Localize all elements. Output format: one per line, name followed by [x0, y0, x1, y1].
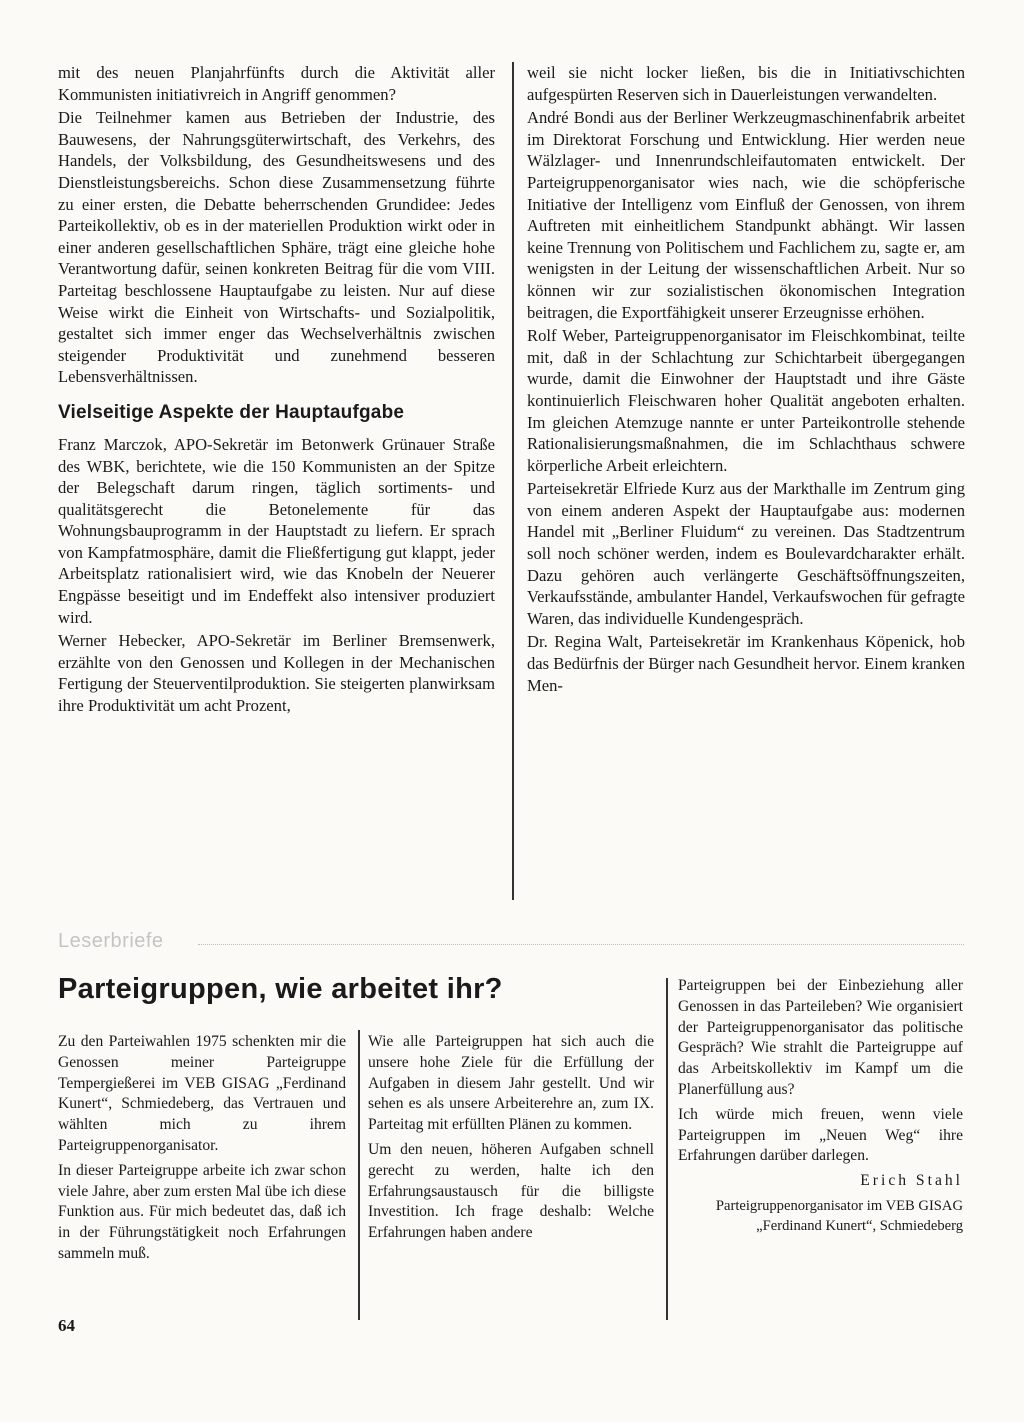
- section-label: Leserbriefe: [58, 930, 164, 952]
- letter-author-name: Erich Stahl: [860, 1172, 963, 1190]
- article-paragraph: mit des neuen Planjahrfünfts durch die Aktivität aller Kommunisten initiativreich in Angriff genommen?: [58, 63, 495, 104]
- letter-paragraph: Parteigruppen bei der Einbeziehung aller Genossen in das Parteileben? Wie organisiert der Parteigruppenorganisator das politische Gespräch? Wie strahlt die Parteigruppe auf das Arbeitskollektiv im Kampf um die Planerfüllung aus?: [678, 977, 963, 1098]
- article-paragraph: Franz Marczok, APO-Sekretär im Betonwerk Grünauer Straße des WBK, berichtete, wie die 150 Kommunisten an der Spitze der Belegschaft darum ringen, täglich sortiments- und qualitätsgerecht die Betonelemente für das Wohnungsbauprogramm in der Hauptstadt zu liefern. Er sprach von Kampfatmosphäre, damit die Fließfertigung gut klappt, jeder Arbeitsplatz rationalisiert wird, wie das Knobeln der Neuerer Engpässe beseitigt und im Endeffekt also intensiver produziert wird.: [58, 434, 495, 627]
- article-paragraph: Rolf Weber, Parteigruppenorganisator im Fleischkombinat, teilte mit, daß in der Schlachtung zur Schichtarbeit übergegangen wurde, damit die Einwohner der Hauptstadt und ihre Gäste kontinuierlich Fleischwaren hoher Qualität angeboten erhalten. Im gleichen Atemzuge nannte er unter Parteikontrolle stehende Rationalisierungsmaßnahmen, die im Schlachthaus schwere körperliche Arbeit erleichtern.: [527, 326, 965, 475]
- page-number: 64: [58, 1316, 75, 1335]
- letter-paragraph: Ich würde mich freuen, wenn viele Parteigruppen im „Neuen Weg“ ihre Erfahrungen darüber darlegen.: [678, 1105, 963, 1165]
- letter-author-role: Parteigruppenorganisator im VEB GISAG „Ferdinand Kunert“, Schmiedeberg: [715, 1197, 963, 1234]
- article-paragraph: Parteisekretär Elfriede Kurz aus der Markthalle im Zentrum ging von einem anderen Aspekt der Hauptaufgabe aus: modernen Handel mit „Berliner Fluidum“ zu vereinen. Das Stadtzentrum soll noch schöner werden, indem es Boulevardcharakter erhält. Dazu gehören auch verlängerte Geschäftsöffnungszeiten, Verkaufsstände, ambulanter Handel, Verkaufswochen für gefragte Waren, das individuelle Kundengespräch.: [527, 479, 965, 628]
- letter-paragraph: Zu den Parteiwahlen 1975 schenkten mir die Genossen meiner Parteigruppe Tempergießerei im VEB GISAG „Ferdinand Kunert“, Schmiedeberg, das Vertrauen und wählten mich zu ihrem Parteigruppenorganisator.: [58, 1033, 346, 1154]
- column-divider: [666, 978, 668, 1320]
- letter-paragraph: Wie alle Parteigruppen hat sich auch die unsere hohe Ziele für die Erfüllung der Aufgaben in diesem Jahr gestellt. Und wir sehen es als unsere Arbeiterehre an, zum IX. Parteitag mit erfüllten Plänen zu kommen.: [368, 1033, 654, 1134]
- article-subheading: Vielseitige Aspekte der Hauptaufgabe: [58, 401, 405, 423]
- article-column-left: [58, 62, 495, 719]
- article-paragraph: Werner Hebecker, APO-Sekretär im Berliner Bremsenwerk, erzählte von den Genossen und Kollegen in der Mechanischen Fertigung der Steuerventilproduktion. Sie steigerten planwirksam ihre Produktivität um acht Prozent,: [58, 631, 495, 716]
- column-divider: [358, 1030, 360, 1320]
- section-divider: [198, 944, 964, 945]
- letter-column-1: [58, 1032, 346, 1269]
- article-column-right: [527, 62, 965, 698]
- article-paragraph: Die Teilnehmer kamen aus Betrieben der Industrie, des Bauwesens, der Nahrungsgüterwirtschaft, des Verkehrs, des Handels, der Volksbildung, des Gesundheitswesens und des Dienstleistungsbereichs. Schon diese Zusammensetzung führte zu einer ersten, die Debatte beherrschenden Grundidee: Jedes Parteikollektiv, ob es in der materiellen Produktion wirkt oder in einer anderen gesellschaftlichen Sphäre, trägt eine gleiche hohe Verantwortung dafür, seinen konkreten Beitrag für die vom VIII. Parteitag beschlossene Hauptaufgabe zu leisten. Nur auf diese Weise wirkt die Einheit von Wirtschafts- und Sozialpolitik, gestaltet sich immer enger das Wechselverhältnis zwischen steigender Produktivität und zunehmend besseren Lebensverhältnissen.: [58, 108, 495, 387]
- article-paragraph: Dr. Regina Walt, Parteisekretär im Krankenhaus Köpenick, hob das Bedürfnis der Bürger nach Gesundheit hervor. Einem kranken Men-: [527, 632, 965, 695]
- article-paragraph: André Bondi aus der Berliner Werkzeugmaschinenfabrik arbeitet im Direktorat Forschung und Entwicklung. Hier werden neue Wälzlager- und Innenrundschleifautomaten entwickelt. Der Parteigruppenorganisator wies nach, wie die schöpferische Initiative der Intelligenz vom Einfluß der Genossen, von ihrem Auftreten mit einheitlichem Standpunkt abhängt. Wir lassen keine Trennung von Politischem und Fachlichem zu, sagte er, am wenigsten in der Leitung der wissenschaftlichen Arbeit. Nur so können wir zur sozialistischen ökonomischen Integration beitragen, die Exportfähigkeit unserer Erzeugnisse erhöhen.: [527, 108, 965, 322]
- letter-title: Parteigruppen, wie arbeitet ihr?: [58, 973, 503, 1005]
- article-paragraph: weil sie nicht locker ließen, bis die in Initiativschichten aufgespürten Reserven sich in Dauerleistungen verwandelten.: [527, 63, 965, 104]
- letter-column-3: [678, 976, 963, 1240]
- column-divider: [512, 62, 514, 900]
- letter-paragraph: Um den neuen, höheren Aufgaben schnell gerecht zu werden, halte ich den Erfahrungsaustausch für die billigste Investition. Ich frage deshalb: Welche Erfahrungen haben andere: [368, 1140, 654, 1242]
- letter-column-2: [368, 1032, 654, 1248]
- letter-paragraph: In dieser Parteigruppe arbeite ich zwar schon viele Jahre, aber zum ersten Mal übe ich diese Funktion aus. Für mich bedeutet das, daß ich in der Führungstätigkeit noch Erfahrungen sammeln muß.: [58, 1161, 346, 1262]
